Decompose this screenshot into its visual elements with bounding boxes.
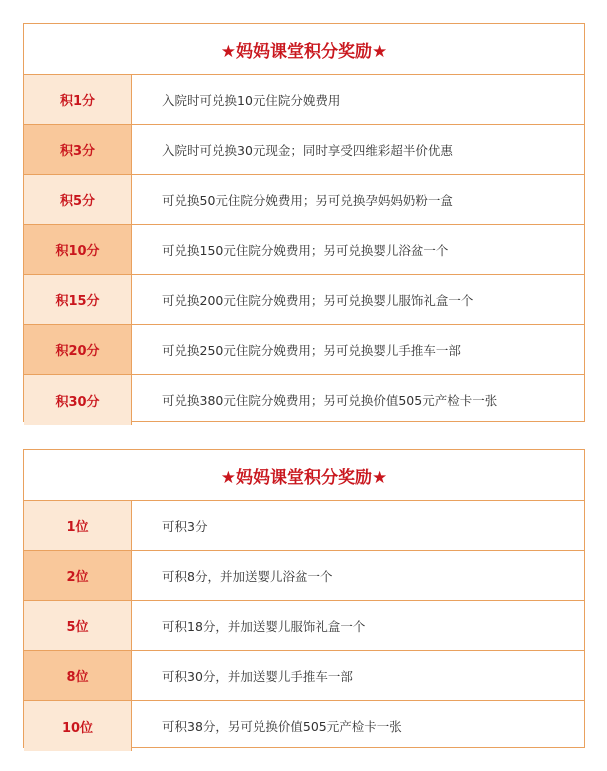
table-row: [24, 175, 584, 225]
referral-count-label: 8位: [24, 651, 132, 700]
reward-description: 可积18分，并加送婴儿服饰礼盒一个: [162, 618, 366, 634]
points-label: 积15分: [24, 275, 132, 324]
reward-description: 可兑换250元住院分娩费用；另可兑换婴儿手推车一部: [162, 342, 461, 358]
reward-description: 可兑换50元住院分娩费用；另可兑换孕妈妈奶粉一盒: [162, 192, 453, 208]
reward-description: 可兑换200元住院分娩费用；另可兑换婴儿服饰礼盒一个: [162, 292, 474, 308]
reward-description: 可兑换150元住院分娩费用；另可兑换婴儿浴盆一个: [162, 242, 449, 258]
table-row: [24, 225, 584, 275]
points-label: 积1分: [24, 75, 132, 124]
table-row: [24, 701, 584, 751]
table-row: [24, 501, 584, 551]
referral-reward-table: [23, 449, 585, 748]
reward-description: 入院时可兑换30元现金；同时享受四维彩超半价优惠: [162, 142, 453, 158]
table-row: [24, 125, 584, 175]
reward-description: 可积8分，并加送婴儿浴盆一个: [162, 568, 333, 584]
table-row: [24, 601, 584, 651]
reward-description: 可兑换380元住院分娩费用；另可兑换价值505元产检卡一张: [162, 393, 498, 408]
table-row: [24, 375, 584, 425]
referral-count-label: 5位: [24, 601, 132, 650]
reward-description: 入院时可兑换10元住院分娩费用: [162, 92, 341, 108]
referral-count-label: 1位: [24, 501, 132, 550]
table-row: [24, 325, 584, 375]
table-row: [24, 551, 584, 601]
reward-description: 可积30分，并加送婴儿手推车一部: [162, 668, 353, 684]
referral-count-label: 10位: [24, 701, 132, 751]
table-title: ★妈妈课堂积分奖励★: [24, 450, 584, 501]
table-row: [24, 75, 584, 125]
points-label: 积30分: [24, 375, 132, 425]
points-label: 积3分: [24, 125, 132, 174]
table-row: [24, 651, 584, 701]
table-title: ★妈妈课堂积分奖励★: [24, 24, 584, 75]
table-row: [24, 275, 584, 325]
referral-count-label: 2位: [24, 551, 132, 600]
points-label: 积10分: [24, 225, 132, 274]
points-reward-table: [23, 23, 585, 422]
reward-description: 可积3分: [162, 518, 208, 534]
reward-description: 可积38分，另可兑换价值505元产检卡一张: [162, 719, 402, 734]
points-label: 积20分: [24, 325, 132, 374]
points-label: 积5分: [24, 175, 132, 224]
